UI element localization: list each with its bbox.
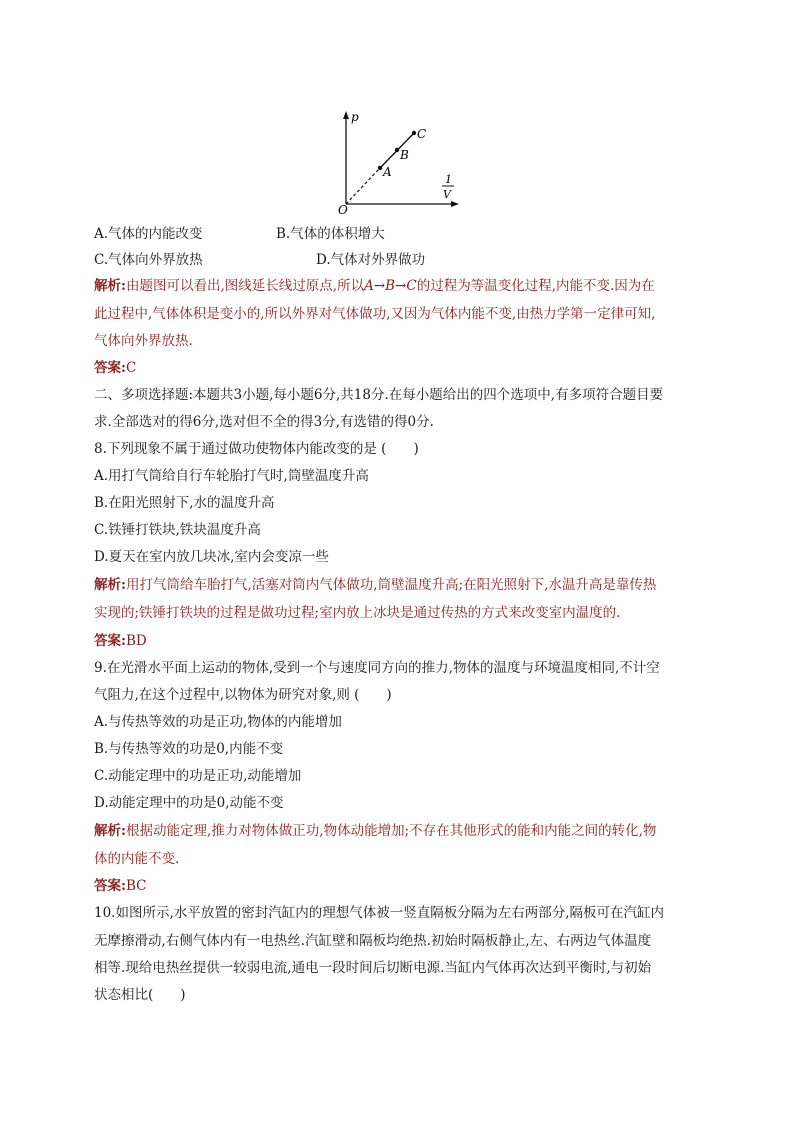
label-x-num: 1: [445, 173, 452, 186]
q9-answer: [94, 876, 147, 896]
q9-answer-label: 答案:: [94, 878, 126, 894]
q10-stem-line-1: 10.如图所示,水平放置的密封汽缸内的理想气体被一竖直隔板分隔为左右两部分,隔板可在汽缸内: [94, 905, 665, 921]
section2-line-1: 二、多项选择题:本题共3小题,每小题6分,共18分.在每小题给出的四个选项中,有多项符合题目要: [94, 387, 664, 403]
point-a: [378, 166, 382, 170]
q9-analysis-line-2: 体的内能不变.: [94, 851, 180, 867]
q7-analysis-line-2: 此过程中,气体体积是变小的,所以外界对气体做功,又因为气体内能不变,由热力学第一定律可知,: [94, 306, 656, 322]
q8-answer-label: 答案:: [94, 633, 126, 649]
q9-option-b: B.与传热等效的功是0,内能不变: [94, 741, 284, 757]
pv-graph: [330, 108, 465, 218]
q8-option-d: D.夏天在室内放几块冰,室内会变凉一些: [94, 549, 329, 565]
q7-option-a: A.气体的内能改变: [94, 226, 203, 242]
q8-analysis-line-1: [94, 575, 656, 595]
x-axis-arrow: [451, 201, 459, 207]
label-a: A: [383, 165, 392, 179]
q7-option-d: D.气体对外界做功: [316, 252, 426, 268]
q9-stem-line-1: 9.在光滑水平面上运动的物体,受到一个与速度同方向的推力,物体的温度与环境温度相同,不计空: [94, 660, 660, 676]
section2-line-2: 求.全部选对的得6分,选对但不全的得3分,有选错的得0分.: [94, 414, 434, 430]
q8-answer: [94, 631, 147, 651]
q8-analysis-1: 用打气筒给车胎打气,活塞对筒内气体做功,筒壁温度升高;在阳光照射下,水温升高是靠传热: [125, 577, 657, 593]
q9-option-a: A.与传热等效的功是正功,物体的内能增加: [94, 714, 342, 730]
q9-option-c: C.动能定理中的功是正功,动能增加: [94, 768, 302, 784]
point-b: [395, 148, 399, 152]
label-x-den: V: [443, 188, 451, 201]
q7-answer: [94, 358, 136, 378]
q7-analysis-line-3: 气体向外界放热.: [94, 333, 193, 349]
q7-answer-value: C: [125, 360, 137, 376]
q7-analysis-1c: 的过程为等温变化过程,内能不变.因为在: [416, 278, 655, 294]
q8-option-c: C.铁锤打铁块,铁块温度升高: [94, 522, 261, 538]
q8-option-a: A.用打气筒给自行车轮胎打气时,筒壁温度升高: [94, 468, 369, 484]
q7-analysis-label: 解析:: [94, 278, 126, 294]
dashed-extension: [346, 168, 380, 204]
q7-option-b: B.气体的体积增大: [276, 226, 385, 242]
q8-answer-value: BD: [125, 633, 147, 649]
label-c: C: [417, 127, 427, 141]
label-b: B: [400, 148, 409, 162]
q9-answer-value: BC: [125, 878, 147, 894]
q8-analysis-label: 解析:: [94, 577, 126, 593]
q8-stem: 8.下列现象不属于通过做功使物体内能改变的是 ( ): [94, 441, 419, 457]
point-c: [412, 131, 416, 135]
q7-analysis-line-1: [94, 276, 655, 296]
label-p: p: [351, 110, 359, 124]
q8-option-b: B.在阳光照射下,水的温度升高: [94, 495, 275, 511]
q10-stem-line-4: 状态相比( ): [94, 987, 186, 1003]
q9-analysis-label: 解析:: [94, 823, 126, 839]
label-origin: O: [338, 203, 348, 217]
q10-stem-line-2: 无摩擦滑动,右侧气体内有一电热丝.汽缸壁和隔板均绝热.初始时隔板静止,左、右两边气体温度: [94, 933, 652, 949]
p-axis-arrow: [343, 111, 349, 119]
q7-answer-label: 答案:: [94, 360, 126, 376]
q7-analysis-1b: A→B→C: [364, 278, 417, 294]
q9-stem-line-2: 气阻力,在这个过程中,以物体为研究对象,则 ( ): [94, 687, 392, 703]
q9-option-d: D.动能定理中的功是0,动能不变: [94, 795, 284, 811]
q7-option-c: C.气体向外界放热: [94, 252, 203, 268]
q9-analysis-1: 根据动能定理,推力对物体做正功,物体动能增加;不存在其他形式的能和内能之间的转化,物: [125, 823, 657, 839]
q10-stem-line-3: 相等.现给电热丝提供一较弱电流,通电一段时间后切断电源.当缸内气体再次达到平衡时,与初始: [94, 960, 652, 976]
q8-analysis-line-2: 实现的;铁锤打铁块的过程是做功过程;室内放上冰块是通过传热的方式来改变室内温度的.: [94, 605, 621, 621]
q9-analysis-line-1: [94, 821, 656, 841]
q7-analysis-1a: 由题图可以看出,图线延长线过原点,所以: [125, 278, 365, 294]
